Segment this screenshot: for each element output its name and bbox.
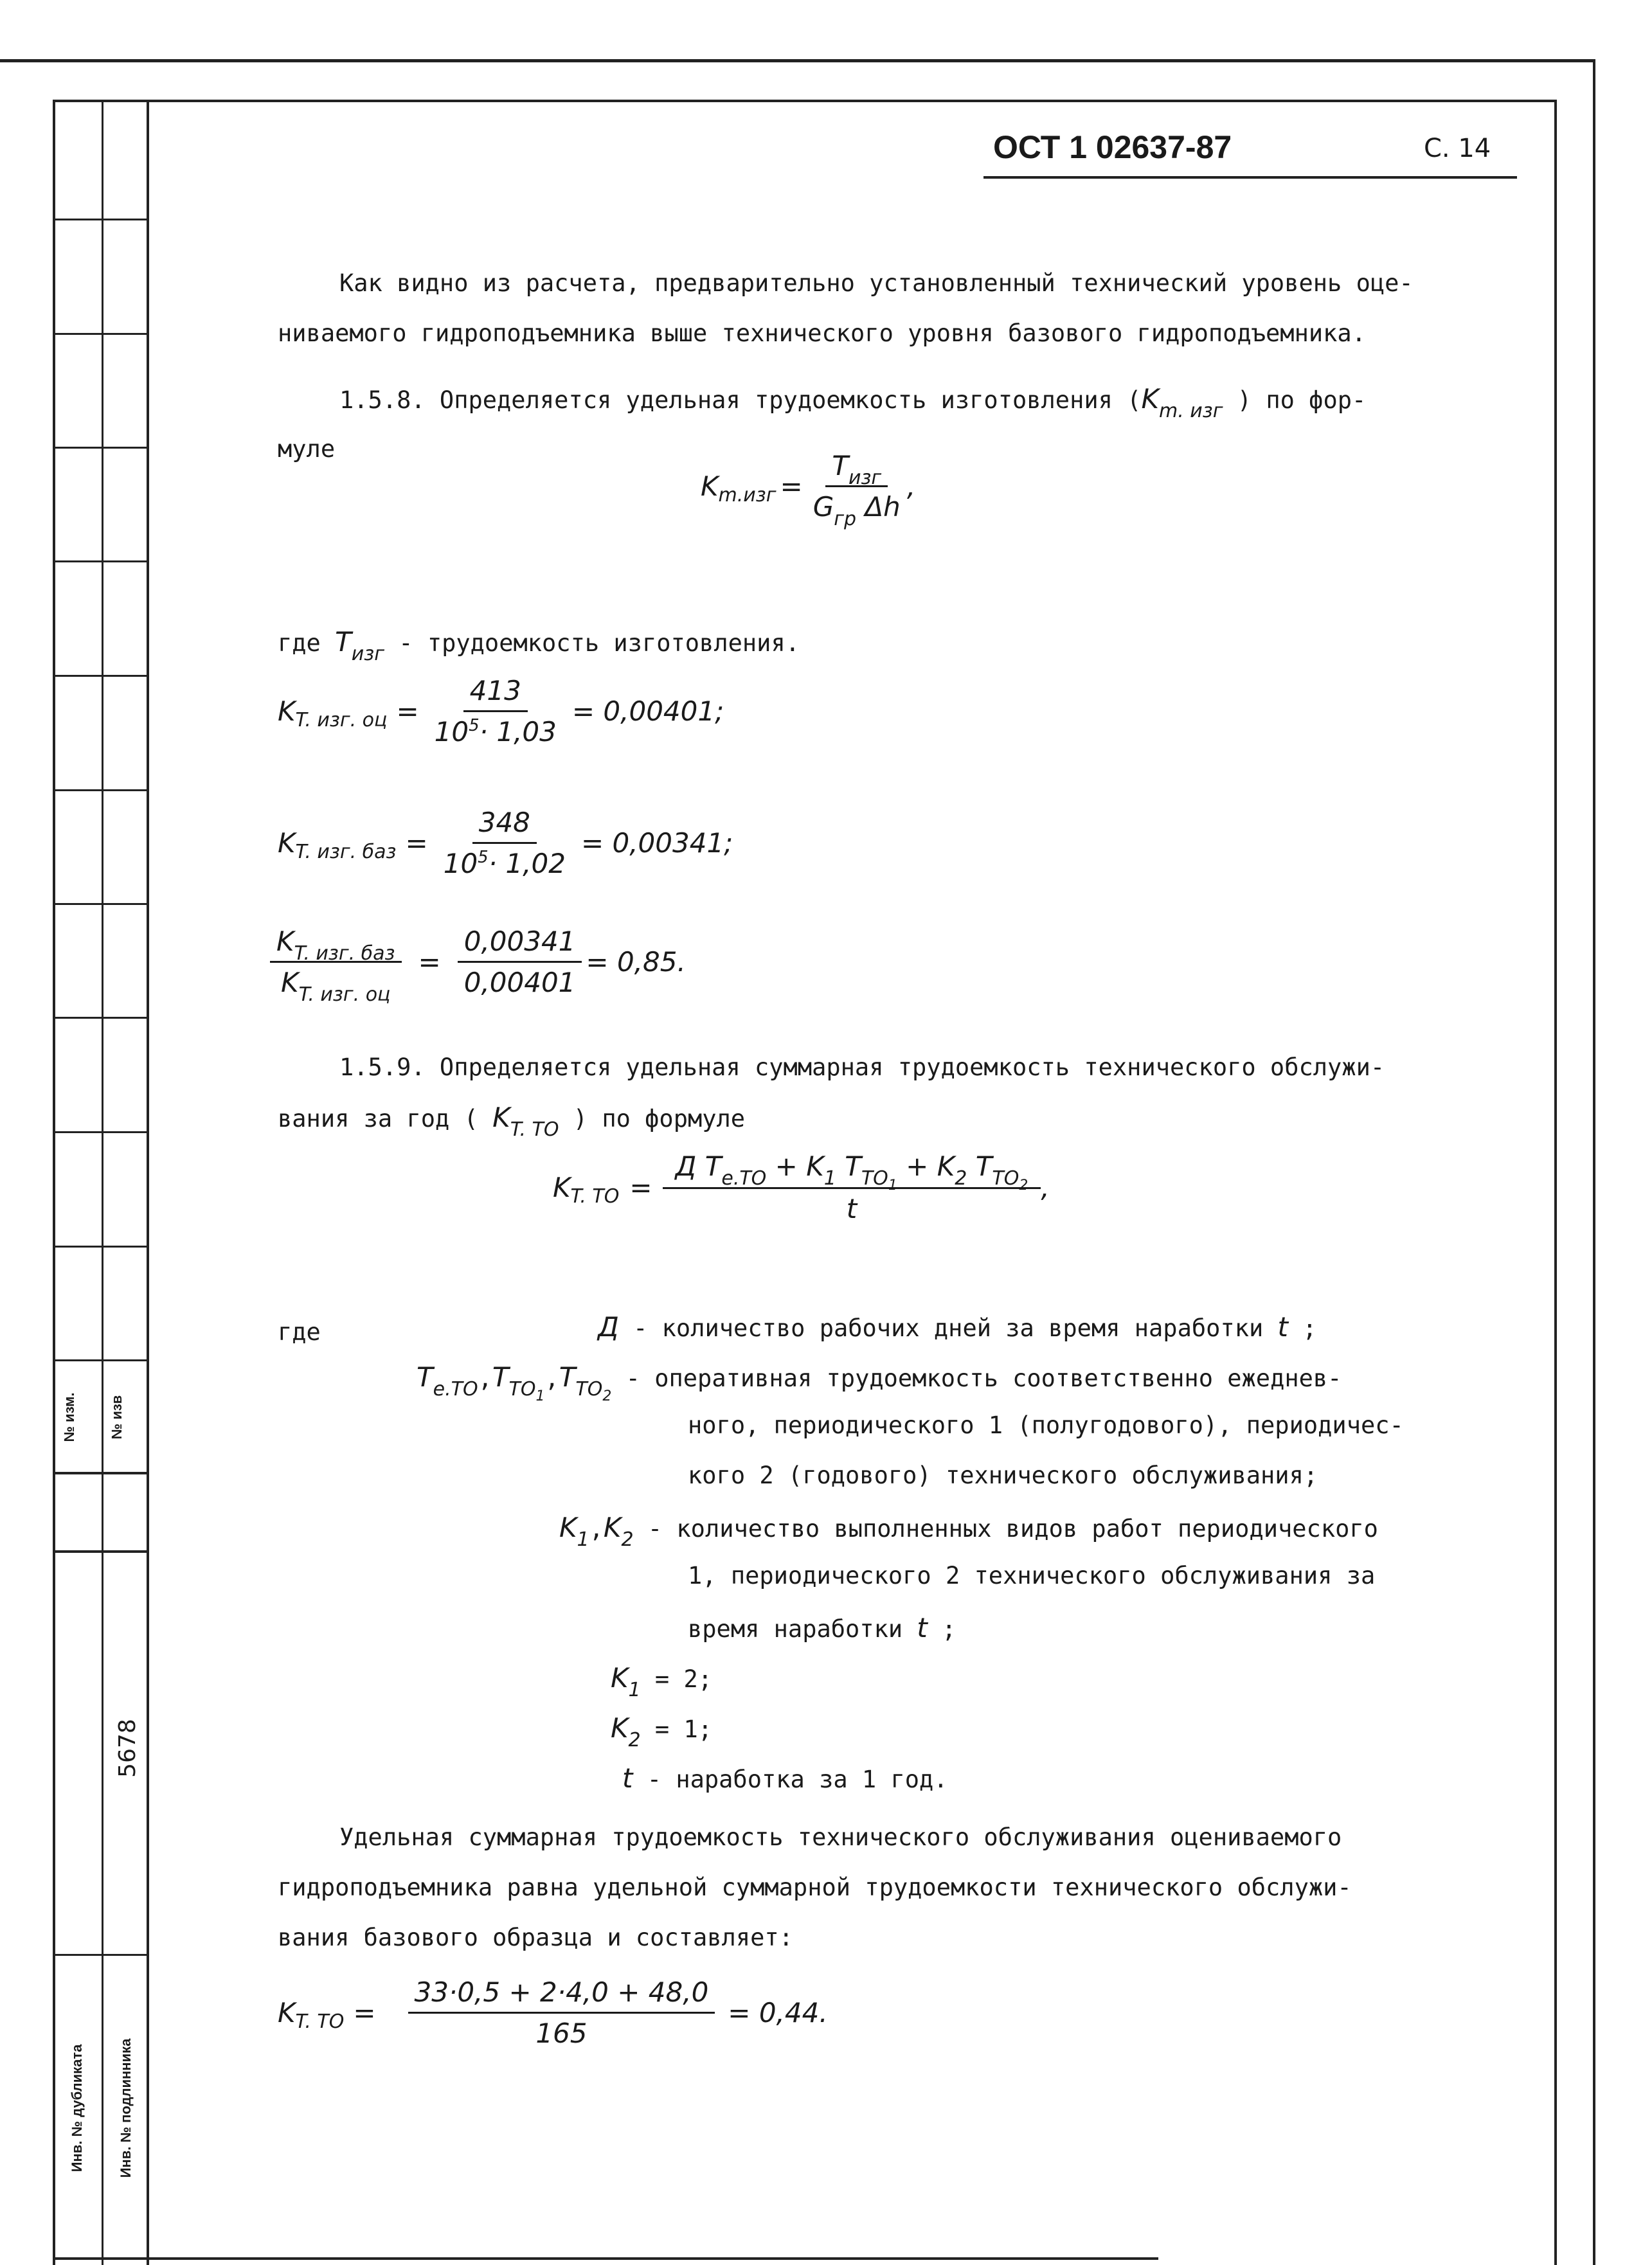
- formula-k-izg-baz: K T. изг. баз = $\frac{348}{10^5\cdot 1,02}$ = 0,00341;: [278, 807, 733, 879]
- inv-duplicate-label: Инв. № дубликата: [69, 2044, 85, 2172]
- where-t-izg: где $T_{изг}$ - трудоемкость изготовления.: [278, 626, 800, 665]
- formula-k-t-to-final: K T. ТО = $\frac{33\cdot 0,5 + 2\cdot 4,0 + 48,0}{165}$ = 0,44.: [278, 1976, 828, 2049]
- header-underline: [983, 176, 1517, 179]
- frame-top-line: [53, 100, 1557, 102]
- inv-original-label: Инв. № подлинника: [118, 2038, 134, 2178]
- formula-k-m-izg: K m.изг = $\frac{T_{изг}}{G_{гр} \Delta h}$ ,: [701, 450, 916, 530]
- frame-content-line: [147, 100, 149, 2265]
- paragraph-2-line-2: муле: [278, 435, 336, 463]
- def-k-line-3: время наработки t ;: [688, 1612, 956, 1643]
- page-number: С. 14: [1424, 134, 1491, 163]
- def-k1-value: $K_1 = 2$;: [611, 1662, 713, 1701]
- paragraph-2-line-1: 1.5.8. Определяется удельная трудоемкость изготовления ($K_{m. изг}$ ) по фор-: [339, 383, 1367, 422]
- paragraph-3-line-1: 1.5.9. Определяется удельная суммарная трудоемкость технического обслужи-: [339, 1053, 1385, 1081]
- def-k2-value: $K_2 = 1$;: [611, 1712, 713, 1751]
- def-d: Д - количество рабочих дней за время наработки t ;: [598, 1311, 1317, 1343]
- frame-bottom-line: [53, 2257, 1158, 2260]
- frame-left-line: [53, 100, 55, 2265]
- document-code: ОСТ 1 02637-87: [993, 129, 1232, 165]
- paragraph-4-line-2: гидроподъемника равна удельной суммарной трудоемкости технического обслужи-: [278, 1874, 1352, 1901]
- where-label-2: где: [278, 1318, 321, 1346]
- formula-k-izg-oc: K T. изг. оц = $\frac{413}{10^5\cdot 1,03}$ = 0,00401;: [278, 675, 724, 748]
- duplicate-number: 5678: [114, 1719, 141, 1778]
- paragraph-1-line-2: ниваемого гидроподъемника выше технического уровня базового гидроподъемника.: [278, 319, 1366, 347]
- def-t-line-2: ного, периодического 1 (полугодового), периодичес-: [688, 1411, 1404, 1439]
- frame-mid-line: [102, 100, 103, 2265]
- def-k1-k2: $K_1,K_2$ - количество выполненных видов работ периодического: [559, 1512, 1378, 1551]
- top-border-line: [0, 59, 1594, 62]
- formula-k-t-to: K T. ТО = $\frac{Д T_{е.ТО} + K_1 T_{ТО1} + K_2 T_{ТО2}}{t}$ ,: [553, 1150, 1050, 1224]
- def-t-value: t - наработка за 1 год.: [622, 1762, 948, 1794]
- def-t-line-3: кого 2 (годового) технического обслуживания;: [688, 1462, 1318, 1489]
- formula-ratio: $\frac{K_{T. изг. баз}}{K_{T. изг. оц}}$ = $\frac{0,00341}{0,00401}$ = 0,85.: [270, 926, 686, 998]
- paragraph-4-line-3: вания базового образца и составляет:: [278, 1924, 793, 1951]
- right-outer-line: [1593, 59, 1595, 2265]
- paragraph-3-line-2: вания за год ( $K_{T. ТО}$ ) по формуле: [278, 1102, 746, 1141]
- def-t-symbols: $T_{е.ТО},T_{ТО1},T_{ТО2}$ - оперативная трудоемкость соответственно ежеднев-: [417, 1361, 1342, 1404]
- inv-izv-label: № изв: [109, 1395, 125, 1440]
- def-k-line-2: 1, периодического 2 технического обслуживания за: [688, 1562, 1376, 1589]
- paragraph-4-line-1: Удельная суммарная трудоемкость технического обслуживания оцениваемого: [339, 1823, 1342, 1851]
- right-inner-line: [1554, 100, 1557, 2265]
- paragraph-1-line-1: Как видно из расчета, предварительно установленный технический уровень оце-: [339, 269, 1414, 297]
- inv-izm-label: № изм.: [61, 1392, 77, 1442]
